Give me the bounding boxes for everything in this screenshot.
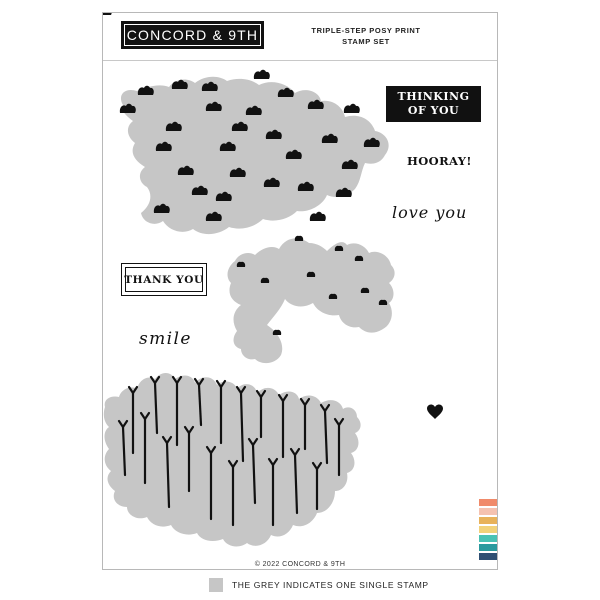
swatch-1 xyxy=(479,499,497,506)
thinking-of-you-stamp xyxy=(386,86,481,122)
legend-text: THE GREY INDICATES ONE SINGLE STAMP xyxy=(232,580,429,590)
grey-legend-swatch xyxy=(209,578,223,592)
thank-you-text: THANK YOU xyxy=(124,273,204,286)
heart-icon xyxy=(426,403,444,421)
legend xyxy=(209,578,429,592)
hooray-stamp: HOORAY! xyxy=(407,154,472,168)
swatch-6 xyxy=(479,544,497,551)
thank-you-stamp xyxy=(121,263,207,296)
thinking-line1: THINKING xyxy=(397,90,470,103)
swatch-3 xyxy=(479,517,497,524)
swatch-4 xyxy=(479,526,497,533)
color-swatches xyxy=(479,499,497,562)
brand-logo: CONCORD & 9TH xyxy=(121,21,264,49)
blob-stamp-stems xyxy=(104,373,361,546)
product-title-line1: TRIPLE-STEP POSY PRINT xyxy=(311,26,421,35)
smile-stamp: smile xyxy=(139,329,192,349)
thinking-line2: OF YOU xyxy=(407,104,460,117)
blob-stamp-flowers xyxy=(103,13,389,234)
swatch-5 xyxy=(479,535,497,542)
stamp-sheet xyxy=(102,12,498,570)
product-title-line2: STAMP SET xyxy=(342,37,390,46)
swatch-2 xyxy=(479,508,497,515)
copyright-text: © 2022 CONCORD & 9TH xyxy=(254,561,346,568)
swatch-7 xyxy=(479,553,497,560)
love-you-stamp: love you xyxy=(392,203,468,222)
